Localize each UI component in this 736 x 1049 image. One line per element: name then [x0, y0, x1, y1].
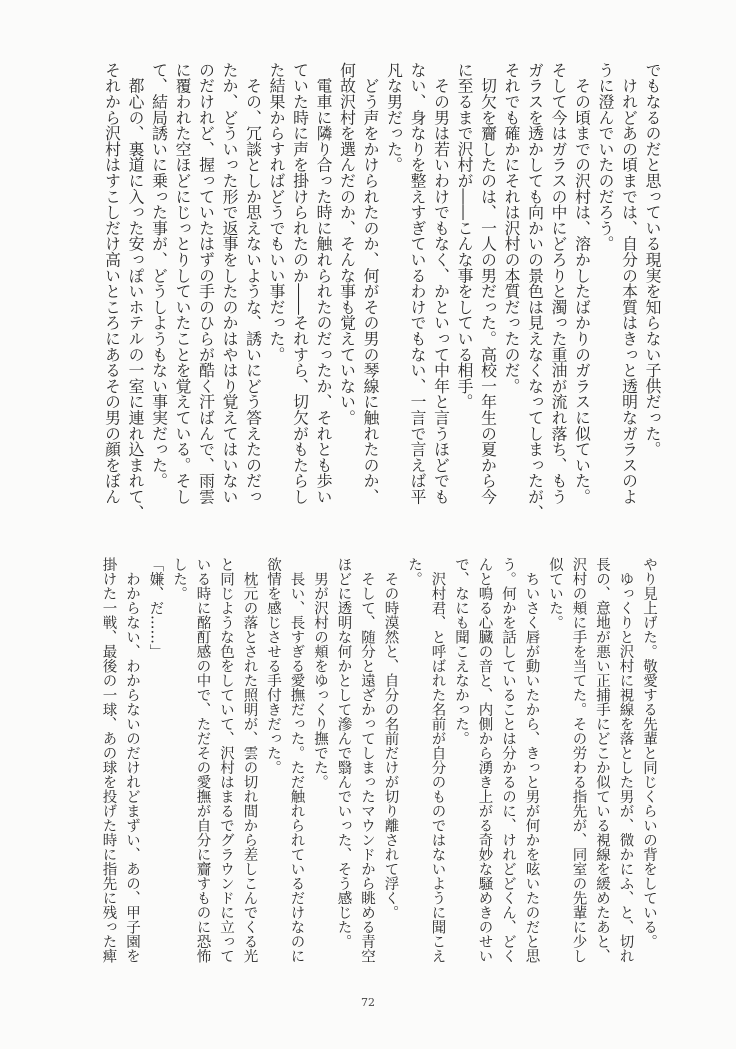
- text-column: その、冗談としか思えないような、誘いにどう答えたのだっ: [243, 62, 263, 505]
- text-column: 沢村の頬に手を当てた。その労わる指先が、同室の先輩に少し: [570, 557, 587, 963]
- text-column: うに澄んでいたのだろう。: [596, 62, 615, 252]
- text-column: それから沢村はすこしだけ高いところにあるその男の顔をぼん: [102, 62, 122, 505]
- text-column: 電車に隣り合った時に触れられたのだったか、それとも歩い: [314, 62, 333, 505]
- text-column: た。: [406, 557, 422, 586]
- text-column: した。: [171, 557, 187, 601]
- text-column: その頃までの沢村は、溶かしたばかりのガラスに似ていた。: [572, 62, 592, 505]
- text-column: に至るまで沢村が――こんな事をしている相手。: [455, 62, 474, 410]
- text-column: わからない、わからないのだけれどまずい、あの、甲子園を: [124, 557, 140, 963]
- text-column: やり見上げた。敬愛する先輩と同じくらいの背をしている。: [641, 557, 657, 949]
- text-column: そして、随分と遠ざかってしまったマウンドから眺める青空: [359, 557, 375, 963]
- page-number: 72: [361, 996, 375, 1009]
- text-column: その男は若いわけでもなく、かといって中年と言うほどでも: [431, 62, 451, 505]
- text-column: 欲情を感じさせる手付きだった。: [265, 557, 281, 775]
- text-column: ていた時に声を掛けられたのか――それすら、切欠がもたらし: [290, 62, 310, 505]
- text-column: た結果からすればどうでもいい事だった。: [267, 62, 286, 363]
- text-column: 掛けた一戦、最後の一球、あの球を投げた時に指先に残った痺: [100, 557, 117, 963]
- text-column: と同じような色をしていて、沢村はまるでグラウンドに立って: [218, 557, 234, 963]
- text-column: たか、どういった形で返事をしたのかはやはり覚えてはいない: [220, 62, 239, 505]
- text-column: 「嫌、だ……」: [147, 557, 164, 659]
- text-column: 都心の、裏道に入った安っぽいホテルの一室に連れ込まれて、: [126, 62, 145, 521]
- text-column: ない、身なりを整えすぎているわけでもない、一言で言えば平: [408, 62, 427, 505]
- text-column: それでも確かにそれは沢村の本質だったのだ。: [502, 62, 521, 394]
- text-column: う。何かを話していることは分かるのに、けれどどくん、どく: [500, 557, 516, 963]
- text-column: 男が沢村の頬をゆっくり撫でた。: [312, 557, 328, 789]
- text-column: 似ていた。: [547, 557, 563, 630]
- text-column: んと鳴る心臓の音と、内側から湧き上がる奇妙な騒めきのせい: [476, 557, 493, 963]
- text-column: 何故沢村を選んだのか、そんな事も覚えていない。: [337, 62, 357, 426]
- text-column: 枕元の落とされた照明が、雲の切れ間から差しこんでくる光: [241, 557, 258, 963]
- text-column: で、なにも聞こえなかった。: [453, 557, 469, 746]
- text-column: どう声をかけられたのか、何がその男の琴線に触れたのか、: [361, 62, 380, 505]
- text-column: に覆われた空ほどにじっとりしていたことを覚えている。そし: [173, 62, 192, 505]
- text-column: ガラスを透かしても向かいの景色は見えなくなってしまったが、: [525, 62, 545, 521]
- text-block-bottom: [96, 557, 660, 969]
- text-column: 切欠を齎したのは、一人の男だった。高校一年生の夏から今: [478, 62, 498, 505]
- text-column: 長の、意地が悪い正捕手にどこか似ている視線を緩めたあと、: [594, 557, 610, 963]
- text-column: ゆっくりと沢村に視線を落とした男が、微かにふ、と、切れ: [617, 557, 634, 963]
- text-column: いる時に酩酊感の中で、ただその愛撫が自分に齎すものに恐怖: [194, 557, 211, 963]
- text-column: けれどあの頃までは、自分の本質はきっと透明なガラスのよ: [619, 62, 639, 505]
- text-column: でもなるのだと思っている現実を知らない子供だった。: [643, 62, 662, 457]
- text-column: 沢村君、と呼ばれた名前が自分のものではないように聞こえ: [429, 557, 446, 963]
- text-column: のだけれど、握っていたはずの手のひらが酷く汗ばんで、雨雲: [196, 62, 216, 505]
- text-block-top: [100, 62, 664, 521]
- text-column: その時漠然と、自分の名前だけが切り離されて浮く。: [382, 557, 399, 920]
- text-column: 長い、長すぎる愛撫だった。ただ触れられているだけなのに: [288, 557, 305, 963]
- text-column: 凡な男だった。: [384, 62, 404, 173]
- text-column: て、結局誘いに乗った事が、どうしようもない事実だった。: [149, 62, 169, 489]
- text-column: ほどに透明な何かとして滲んで翳んでいった、そう感じた。: [335, 557, 352, 949]
- text-column: ちいさく唇が動いたから、きっと男が何かを呟いたのだと思: [523, 557, 540, 963]
- text-column: そして今はガラスの中にどろりと濁った重油が流れ落ち、もう: [549, 62, 568, 505]
